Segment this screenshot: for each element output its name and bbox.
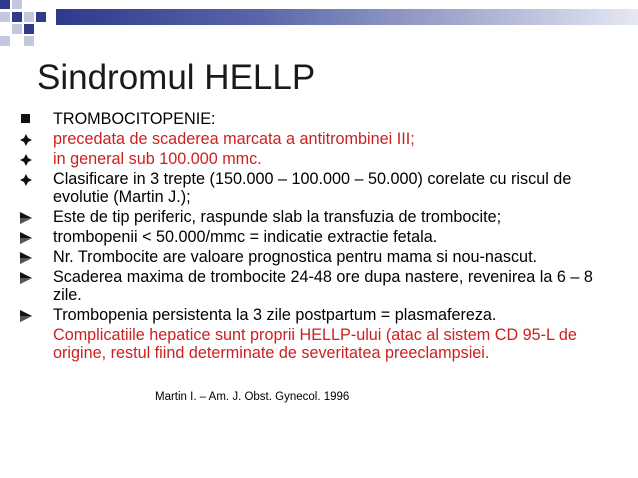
header-square-decoration bbox=[0, 36, 10, 46]
list-item-text: Este de tip periferic, raspunde slab la transfuzia de trombocite; bbox=[53, 208, 502, 226]
list-item bbox=[18, 170, 618, 206]
list-item bbox=[18, 208, 618, 226]
header-square-decoration bbox=[24, 36, 34, 46]
header-square-decoration bbox=[24, 24, 34, 34]
list-item bbox=[18, 248, 618, 266]
header-square-decoration bbox=[0, 0, 10, 9]
header-square-decoration bbox=[12, 12, 22, 22]
list-item bbox=[18, 228, 618, 246]
list-item bbox=[18, 130, 618, 148]
slide-title: Sindromul HELLP bbox=[37, 58, 316, 97]
bullet-list bbox=[18, 110, 618, 364]
list-item-text: Clasificare in 3 trepte (150.000 – 100.000 – 50.000) corelate cu riscul de evolutie (Martin J.); bbox=[53, 170, 572, 206]
citation: Martin I. – Am. J. Obst. Gynecol. 1996 bbox=[155, 391, 350, 403]
header-square-decoration bbox=[24, 12, 34, 22]
list-item bbox=[18, 268, 618, 304]
list-item-text: Scaderea maxima de trombocite 24-48 ore dupa nastere, revenirea la 6 – 8 zile. bbox=[53, 268, 593, 304]
header-square-decoration bbox=[12, 24, 22, 34]
list-item-text: TROMBOCITOPENIE: bbox=[53, 110, 216, 128]
header-gradient-bar bbox=[56, 9, 638, 25]
list-item-text: trombopenii < 50.000/mmc = indicatie extractie fetala. bbox=[53, 228, 438, 246]
list-item-text: precedata de scaderea marcata a antitrombinei III; bbox=[53, 130, 415, 148]
list-item bbox=[18, 110, 618, 128]
list-item-text: Complicatiile hepatice sunt proprii HELLP-ului (atac al sistem CD 95-L de origine, restul fiind determinate de severitatea preeclampsiei. bbox=[53, 326, 577, 362]
header-square-decoration bbox=[0, 12, 10, 22]
list-item-text: Nr. Trombocite are valoare prognostica pentru mama si nou-nascut. bbox=[53, 248, 538, 266]
list-item-text: Trombopenia persistenta la 3 zile postpartum = plasmafereza. bbox=[53, 306, 497, 324]
list-item bbox=[18, 306, 618, 324]
header-square-decoration bbox=[36, 12, 46, 22]
list-item bbox=[18, 326, 618, 362]
list-item bbox=[18, 150, 618, 168]
list-item-text: in general sub 100.000 mmc. bbox=[53, 150, 262, 168]
header-square-decoration bbox=[12, 0, 22, 9]
